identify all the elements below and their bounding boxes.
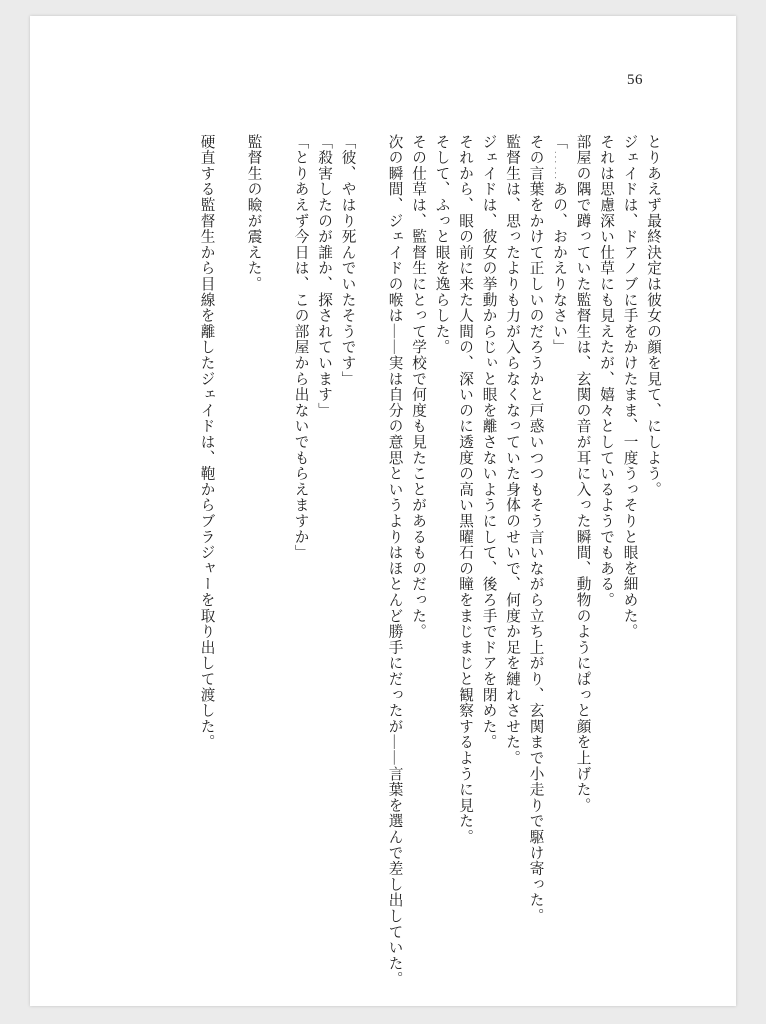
text-line: 硬直する監督生から目線を離したジェイドは、鞄からブラジャーを取り出して渡した。 [198,134,216,751]
page-number: 56 [627,72,643,88]
text-line: 次の瞬間、ジェイドの喉は――実は自分の意思というよりはほとんど勝手にだったが――言葉を選んで差し出していた。 [386,134,404,988]
text-line: ジェイドは、ドアノブに手をかけたまま、一度うっそりと眼を細めた。 [621,134,639,640]
text-line: 部屋の隅で蹲っていた監督生は、玄関の音が耳に入った瞬間、動物のようにぱっと顔を上げた。 [574,134,592,814]
text-line: ジェイドは、彼女の挙動からじぃと眼を離さないようにして、後ろ手でドアを閉めた。 [480,134,498,751]
text-line: その仕草は、監督生にとって学校で何度も見たことがあるものだった。 [410,134,427,640]
blank-line [219,134,243,934]
book-page [30,16,736,1006]
dialogue-line: 「彼、やはり死んでいたそうです」 [339,134,357,387]
text-line: それから、眼の前に来た人間の、深いのに透度の高い黒曜石の瞳をまじまじと観察するように見た。 [457,134,474,845]
novel-body-text [150,134,665,988]
blank-line [266,134,290,934]
text-line: 監督生の瞼が震えた。 [245,134,263,292]
dialogue-line: 「殺害したのが誰か、探されています」 [316,134,333,419]
text-line: とりあえず最終決定は彼女の顔を見て、にしよう。 [645,134,662,498]
text-line: 監督生は、思ったよりも力が入らなくなっていた身体のせいで、何度か足を縺れさせた。 [504,134,521,766]
text-line: そして、ふっと眼を逸らした。 [433,134,451,356]
text-line: それは思慮深い仕草にも見えたが、嬉々としているようでもある。 [598,134,615,608]
blank-line [360,134,384,934]
dialogue-line: 「とりあえず今日は、この部屋から出ないでもらえますか」 [292,134,310,561]
text-line: その言葉をかけて正しいのだろうかと戸惑いつつもそう言いながら立ち上がり、玄関まで小走りで駆け寄った。 [527,134,545,924]
text-line: 「……あの、おかえりなさい」 [551,134,568,356]
